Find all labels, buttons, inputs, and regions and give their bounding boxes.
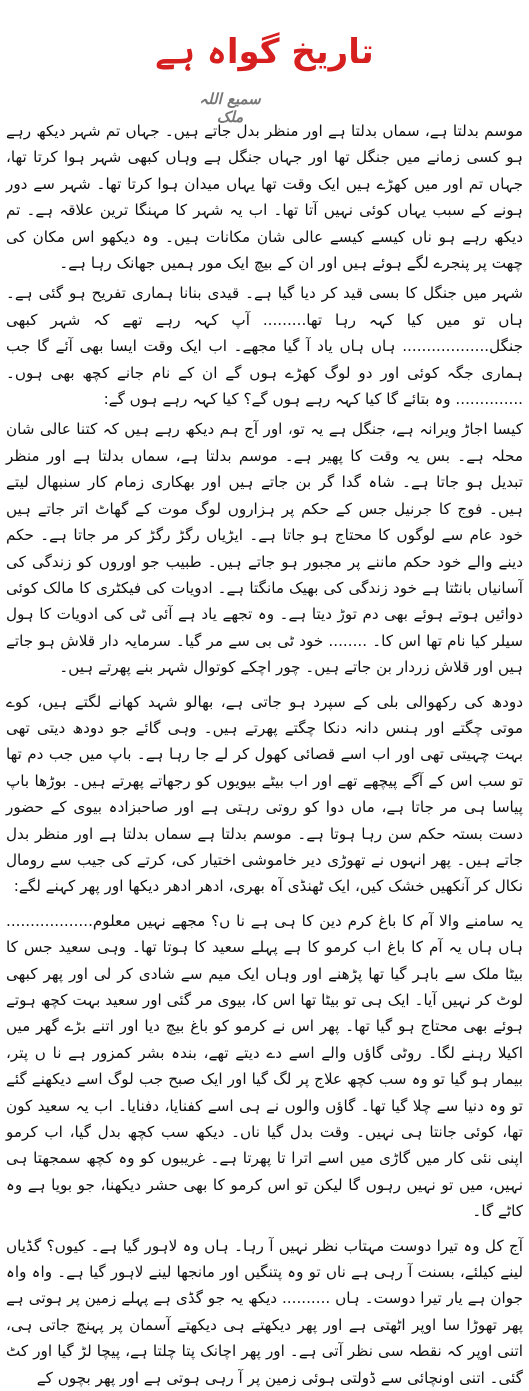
- paragraph-6: آج کل وہ تیرا دوست مہتاب نظر نہیں آ رہا۔ ہاں وہ لاہور گیا ہے۔ کیوں؟ گڈیاں لینے کیلئے، بسنت آ رہی ہے ناں تو وہ پتنگیں اور مانجھا لینے لاہور گیا ہے۔ واہ واہ جوان ہے یار تیرا دوست۔ ہاں .......... دیکھ یہ جو گڈی ہے پہلے زمین پر ہوتی ہے پھر تھوڑا سا اوپر اٹھتی ہے اور پھر دیکھتے ہی دیکھتے آسمان پر پہنچ جاتی ہی، اتنی اوپر کہ نقطہ سی نظر آتی ہے۔ اور پھر اچانک پتا چلتا ہے، پیچا لڑ گیا اور کٹ گئی۔ اتنی اونچائی سے ڈولتی ہوئی زمین پر آ رہی ہوتی ہے اور پھر بچوں کے: [6, 1236, 523, 1387]
- paragraph-4: دودھ کی رکھوالی بلی کے سپرد ہو جاتی ہے، بھالو شہد کھانے لگتے ہیں، کوے موتی چگتے اور ہنس دانہ دنکا چگتے پھرتے ہیں۔ وہی گائے جو دودھ دیتی تھی بہت چہیتی تھی اور اب اسے قصائی کھول کر لے جا رہا ہے۔ باپ میں جب دم تھا تو سب اس کے آگے پیچھے تھے اور اب بیٹے بیویوں کو رجھاتے پھرتے ہیں۔ بوڑھا باپ پیاسا ہی مر جاتا ہے، ماں دوا کو روتی رہتی ہے اور صاحبزادہ بیوی کے حضور دست بستہ حکم سن رہا ہوتا ہے۔ موسم بدلتا ہے سماں بدلتا ہے اور منظر بدل جاتے ہیں۔ پھر انہوں نے تھوڑی دیر خاموشی اختیار کی، کرتے کی جیب سے رومال نکال کر آنکھیں خشک کیں، ایک ٹھنڈی آہ بھری، ادھر ادھر دیکھا اور پھر کہنے لگے:: [6, 692, 523, 896]
- article-title: تاریخ گواہ ہے: [155, 32, 374, 72]
- paragraph-1: موسم بدلتا ہے، سماں بدلتا ہے اور منظر بدل جاتے ہیں۔ جہاں تم شہر دیکھ رہے ہو کسی زمانے میں جنگل تھا اور جہاں جنگل ہے وہاں کبھی شہر ہوا کرتا تھا، جہاں تم اور میں کھڑے ہیں ایک وقت تھا یہاں میدان ہوا کرتا تھا۔ شہر سے دور ہونے کے سبب یہاں کوئی نہیں آتا تھا۔ اب یہ شہر کا مہنگا ترین علاقہ ہے۔ تم دیکھ رہے ہو ناں کیسے کیسے عالی شان مکانات ہیں۔ وہ دیکھو اس مکان کی چھت پر پنجرے لگے ہوئے ہیں اور ان کے بیچ ایک مور ہمیں جھانک رہا ہے۔: [6, 122, 523, 273]
- paragraph-2: شہر میں جنگل کا بسی قید کر دیا گیا ہے۔ قیدی بنانا ہماری تفریح ہو گئی ہے۔ ہاں تو میں کیا کہہ رہا تھا......... آپ کہہ رہے تھے کہ شہر کبھی جنگل.................. ہاں ہاں یاد آ گیا مجھے۔ اب ایک وقت ایسا بھی آئے گا جب ہماری جگہ کوئی اور دو لوگ کھڑے ہوں گے ان کے نام جانے کچھ بھی ہوں۔ .............. وہ بتائے گا کیا کہہ رہے ہوں گے؟ کیا کہہ رہے ہوں گے:: [6, 284, 523, 409]
- paragraph-3: کیسا اجاڑ ویرانہ ہے، جنگل ہے یہ تو، اور آج ہم دیکھ رہے ہیں کہ کتنا عالی شان محلہ ہے۔ بس یہ وقت کا پھیر ہے۔ موسم بدلتا ہے، سماں بدلتا ہے اور منظر تبدیل ہو جاتا ہے۔ شاہ گدا گر بن جاتے ہیں اور بھکاری زمام کار سنبھال لیتے ہیں۔ فوج کا جرنیل جس کے حکم پر ہزاروں لوگ موت کے گھاٹ اتر جاتے ہیں خود عام سے لوگوں کا محتاج ہو جاتا ہے۔ ایڑیاں رگڑ رگڑ کر مر جاتا ہے۔ حکم دینے والے خود حکم ماننے پر مجبور ہو جاتے ہیں۔ طبیب جو اوروں کو زندگی کی آسانیاں بانٹتا ہے خود زندگی کی بھیک مانگتا ہے۔ ادویات کی فیکٹری کا مالک کوئی دوائیں ہوتے ہوئے بھی دم توڑ دیتا ہے۔ وہ تجھے یاد ہے آئی ٹی کی ادویات کا ہول سیلر کیا نام تھا اس کا۔ ........ خود ٹی بی سے مر گیا۔ سرمایہ دار قلاش ہو جاتے ہیں اور قلاش زردار بن جاتے ہیں۔ چور اچکے کوتوال شہر بنے پھرتے ہیں۔: [6, 420, 523, 677]
- paragraph-5: یہ سامنے والا آم کا باغ کرم دین کا ہی ہے نا ں؟ مجھے نہیں معلوم.................. ہاں ہاں یہ آم کا باغ اب کرمو کا ہے پہلے سعید کا ہوتا تھا۔ وہی سعید جس کا بیٹا ملک سے باہر گیا تھا پڑھنے اور وہاں ایک میم سے شادی کر لی اور پھر کبھی لوٹ کر نہیں آیا۔ ایک ہی تو بیٹا تھا اس کا، بیوی مر گئی اور سعید بہت کچھ ہوتے ہوئے بھی محتاج ہو گیا تھا۔ پھر اس نے کرمو کو باغ بیچ دیا اور اتنے بڑے گھر میں اکیلا رہنے لگا۔ روٹی گاؤں والے اسے دے دیتے تھے، بندہ بشر کمزور ہے نا ں پتر، بیمار ہو گیا تو وہ سب کچھ علاج پر لگ گیا اور ایک صبح جب لوگ اسے دیکھنے گئے تو وہ دنیا سے چلا گیا تھا۔ گاؤں والوں نے ہی اسے کفنایا، دفنایا۔ اب یہ سعید کون تھا، کوئی جانتا ہی نہیں۔ وقت بدل گیا ناں۔ دیکھ سب کچھ بدل گیا، اب کرمو اپنی نئی کار میں گاڑی میں اسے اترا تا پھرتا ہے۔ غریبوں کو وہ کچھ سمجھتا ہی نہیں، میں تو نہیں رہوں گا لیکن تو اس کرمو کا بھی حشر دیکھنا، جو بویا ہے وہ کاٹے گا۔: [6, 911, 523, 1221]
- author-byline: سمیع اللہ ملک: [199, 90, 261, 126]
- article-body: [6, 118, 523, 1387]
